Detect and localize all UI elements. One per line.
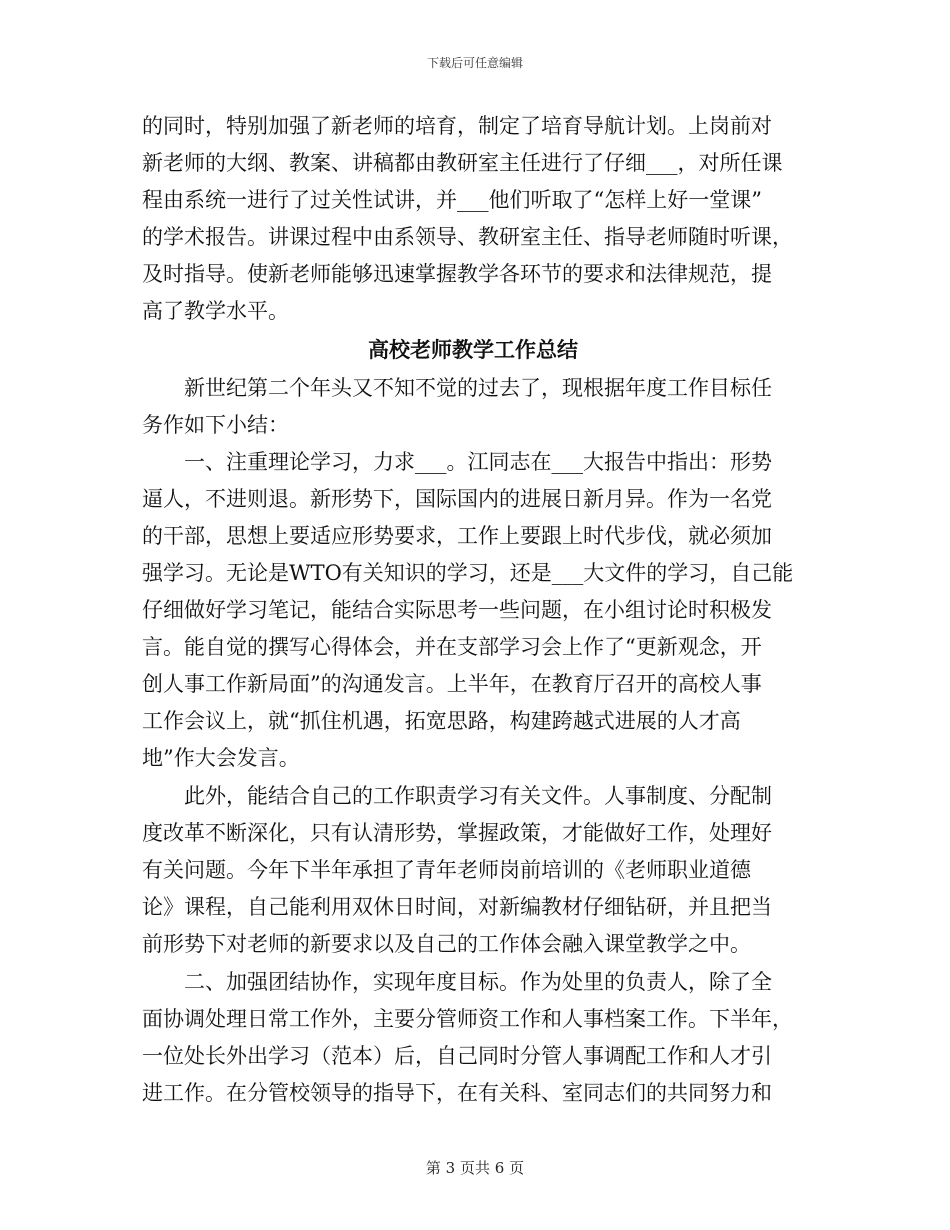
- body-line: 的干部，思想上要适应形势要求，工作上要跟上时代步伐，就必须加: [142, 524, 772, 548]
- body-line: 一位处长外出学习（范本）后，自己同时分管人事调配工作和人才引: [142, 1044, 772, 1068]
- body-line: 高了教学水平。: [142, 299, 289, 323]
- body-line: 此外，能结合自己的工作职责学习有关文件。人事制度、分配制: [142, 784, 772, 808]
- body-line: 新老师的大纲、教案、讲稿都由教研室主任进行了仔细___，对所任课: [142, 151, 783, 175]
- body-line: 的学术报告。讲课过程中由系领导、教研室主任、指导老师随时听课，: [142, 225, 793, 249]
- body-line: 论》课程，自己能利用双休日时间，对新编教材仔细钻研，并且把当: [142, 895, 772, 919]
- body-line: 进工作。在分管校领导的指导下，在有关科、室同志们的共同努力和: [142, 1081, 772, 1105]
- body-line: 二、加强团结协作，实现年度目标。作为处里的负责人，除了全: [142, 970, 772, 994]
- body-line: 有关问题。今年下半年承担了青年老师岗前培训的《老师职业道德: [142, 858, 751, 882]
- body-line: 强学习。无论是WTO有关知识的学习，还是___大文件的学习，自己能: [142, 561, 794, 585]
- body-line: 及时指导。使新老师能够迅速掌握教学各环节的要求和法律规范，提: [142, 262, 772, 286]
- page-number: 第 3 页共 6 页: [425, 1159, 525, 1177]
- page-header-note: 下载后可任意编辑: [426, 56, 523, 70]
- section-title: 高校老师教学工作总结: [368, 337, 578, 362]
- body-line: 的同时，特别加强了新老师的培育，制定了培育导航计划。上岗前对: [142, 114, 772, 138]
- body-line: 前形势下对老师的新要求以及自己的工作体会融入课堂教学之中。: [142, 932, 751, 956]
- body-line: 逼人，不进则退。新形势下，国际国内的进展日新月异。作为一名党: [142, 487, 772, 511]
- body-line: 新世纪第二个年头又不知不觉的过去了，现根据年度工作目标任: [142, 376, 772, 400]
- body-line: 程由系统一进行了过关性试讲，并___他们听取了“怎样上好一堂课”: [142, 188, 762, 212]
- body-line: 工作会议上，就“抓住机遇，拓宽思路，构建跨越式进展的人才高: [142, 709, 741, 733]
- body-line: 地”作大会发言。: [142, 746, 300, 770]
- body-line: 一、注重理论学习，力求___。江同志在___大报告中指出：形势: [142, 450, 772, 474]
- body-line: 仔细做好学习笔记，能结合实际思考一些问题，在小组讨论时积极发: [142, 598, 772, 622]
- body-line: 创人事工作新局面”的沟通发言。上半年，在教育厅召开的高校人事: [142, 672, 762, 696]
- body-line: 务作如下小结：: [142, 413, 289, 437]
- body-line: 面协调处理日常工作外，主要分管师资工作和人事档案工作。下半年，: [142, 1007, 793, 1031]
- body-line: 言。能自觉的撰写心得体会，并在支部学习会上作了“更新观念，开: [142, 635, 762, 659]
- body-line: 度改革不断深化，只有认清形势，掌握政策，才能做好工作，处理好: [142, 821, 772, 845]
